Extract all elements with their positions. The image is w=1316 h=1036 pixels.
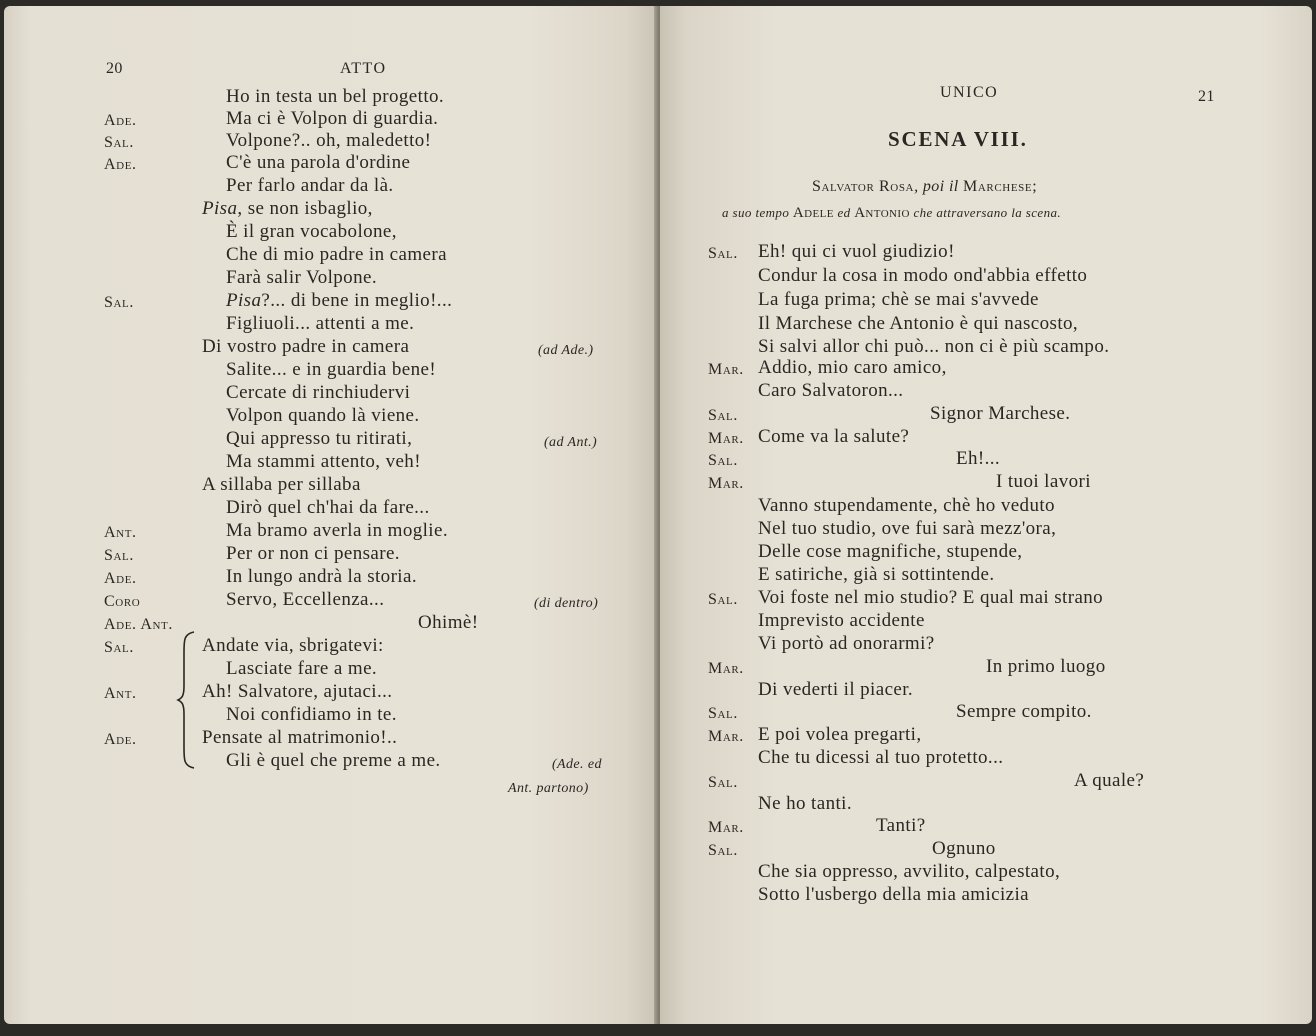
keyword-italic: Pisa <box>202 198 238 219</box>
verse-line <box>202 198 373 220</box>
speaker-label: Mar. <box>708 819 744 836</box>
verse-line: Noi confidiamo in te. <box>226 704 397 725</box>
verse-line: I tuoi lavori <box>996 471 1091 492</box>
speaker-label: Mar. <box>708 660 744 677</box>
verse-line: Ah! Salvatore, ajutaci... <box>202 681 393 702</box>
speaker-label: Sal. <box>104 639 134 656</box>
verse-line: Sotto l'usbergo della mia amicizia <box>758 884 1029 905</box>
character-name: Salvator Rosa <box>812 178 915 195</box>
verse-line: Lasciate fare a me. <box>226 658 378 679</box>
verse-line: Che di mio padre in camera <box>226 244 447 265</box>
page-number: 21 <box>1198 88 1215 105</box>
speaker-label: Sal. <box>708 245 738 262</box>
cast-connector: che attraversano la scena. <box>909 205 1062 220</box>
stage-direction: (di dentro) <box>534 596 599 611</box>
cast-punctuation: ; <box>1032 178 1038 195</box>
verse-line: Farà salir Volpone. <box>226 267 377 288</box>
cast-list <box>812 176 1037 198</box>
verse-line: E poi volea pregarti, <box>758 724 922 745</box>
verse-line: Condur la cosa in modo ond'abbia effetto <box>758 265 1088 286</box>
verse-line: Di vostro padre in camera <box>202 336 410 357</box>
verse-line: Per farlo andar da là. <box>226 175 394 196</box>
verse-line: La fuga prima; chè se mai s'avvede <box>758 289 1039 310</box>
verse-line: Si salvi allor chi può... non ci è più scampo. <box>758 336 1110 357</box>
speaker-label: Sal. <box>708 591 738 608</box>
speaker-label: Sal. <box>708 407 738 424</box>
speaker-label: Sal. <box>708 452 738 469</box>
verse-line: C'è una parola d'ordine <box>226 152 411 173</box>
page-number: 20 <box>106 60 123 77</box>
character-name: Marchese <box>963 178 1033 195</box>
verse-line: Vanno stupendamente, chè ho veduto <box>758 495 1055 516</box>
cast-connector: a suo tempo <box>722 205 793 220</box>
running-head: UNICO <box>940 84 999 101</box>
verse-line: Cercate di rinchiudervi <box>226 382 411 403</box>
cast-connector: ed <box>833 205 855 220</box>
stage-direction: (Ade. ed <box>552 757 602 772</box>
verse-line: Ma bramo averla in moglie. <box>226 520 448 541</box>
verse-line: Delle cose magnifiche, stupende, <box>758 541 1023 562</box>
verse-line: Vi portò ad onorarmi? <box>758 633 935 654</box>
verse-line: Qui appresso tu ritirati, <box>226 428 413 449</box>
speaker-label: Mar. <box>708 430 744 447</box>
verse-line: Imprevisto accidente <box>758 610 925 631</box>
verse-line: È il gran vocabolone, <box>226 221 397 242</box>
verse-line: Servo, Eccellenza... <box>226 589 385 610</box>
verse-line: In lungo andrà la storia. <box>226 566 417 587</box>
verse-line: Dirò quel ch'hai da fare... <box>226 497 430 518</box>
speaker-label: Sal. <box>104 294 134 311</box>
verse-line: Il Marchese che Antonio è qui nascosto, <box>758 313 1079 334</box>
verse-line: Per or non ci pensare. <box>226 543 400 564</box>
verse-line: Salite... e in guardia bene! <box>226 359 437 380</box>
stage-direction: (ad Ade.) <box>538 343 594 358</box>
verse-line: Voi foste nel mio studio? E qual mai strano <box>758 587 1104 608</box>
character-name: Adele <box>792 205 834 221</box>
speaker-label: Sal. <box>708 705 738 722</box>
speaker-label: Ade. <box>104 156 137 173</box>
verse-line: Pensate al matrimonio!.. <box>202 727 398 748</box>
verse-line: Signor Marchese. <box>930 403 1071 424</box>
speaker-label: Mar. <box>708 475 744 492</box>
verse-line: Nel tuo studio, ove fui sarà mezz'ora, <box>758 518 1057 539</box>
left-page <box>4 6 658 1024</box>
verse-line: Ne ho tanti. <box>758 793 852 814</box>
speaker-label: Ade. <box>104 731 137 748</box>
verse-line: Ma stammi attento, veh! <box>226 451 421 472</box>
verse-line: Caro Salvatoron... <box>758 380 904 401</box>
stage-direction: Ant. partono) <box>508 781 589 796</box>
speaker-label: Sal. <box>708 774 738 791</box>
verse-line: Andate via, sbrigatevi: <box>202 635 384 656</box>
verse-line: Addio, mio caro amico, <box>758 357 947 378</box>
verse-line: Volpon quando là viene. <box>226 405 420 426</box>
character-name: Antonio <box>854 205 910 221</box>
verse-line: In primo luogo <box>986 656 1106 677</box>
verse-line: Ma ci è Volpon di guardia. <box>226 108 439 129</box>
verse-line: Come va la salute? <box>758 426 910 447</box>
speaker-label: Mar. <box>708 361 744 378</box>
scene-title: SCENA VIII. <box>888 127 1028 151</box>
speaker-label: Mar. <box>708 728 744 745</box>
speaker-label: Sal. <box>104 134 134 151</box>
speaker-label: Ade. Ant. <box>104 616 173 633</box>
speaker-label: Coro <box>104 593 141 610</box>
keyword-italic: Pisa <box>226 290 262 311</box>
verse-line: Volpone?.. oh, maledetto! <box>226 130 432 151</box>
verse-line: Figliuoli... attenti a me. <box>226 313 415 334</box>
verse-text: ?... di bene in meglio!... <box>261 290 453 311</box>
speaker-label: Sal. <box>708 842 738 859</box>
right-page <box>660 6 1312 1024</box>
cast-list <box>722 202 1061 224</box>
speaker-label: Ant. <box>104 685 137 702</box>
verse-line <box>226 290 452 312</box>
verse-line: Che sia oppresso, avvilito, calpestato, <box>758 861 1061 882</box>
verse-line: A sillaba per sillaba <box>202 474 361 495</box>
verse-line: Ognuno <box>932 838 996 859</box>
verse-line: E satiriche, già si sottintende. <box>758 564 995 585</box>
verse-line: Gli è quel che preme a me. <box>226 750 441 771</box>
verse-line: Sempre compito. <box>956 701 1092 722</box>
verse-text: , se non isbaglio, <box>237 198 373 219</box>
brace-icon <box>176 630 198 770</box>
verse-line: A quale? <box>1074 770 1145 791</box>
stage-direction: (ad Ant.) <box>544 435 598 450</box>
verse-line: Tanti? <box>876 815 926 836</box>
speaker-label: Ant. <box>104 524 137 541</box>
verse-line: Eh! qui ci vuol giudizio! <box>758 241 955 262</box>
speaker-label: Sal. <box>104 547 134 564</box>
speaker-label: Ade. <box>104 112 137 129</box>
verse-line: Che tu dicessi al tuo protetto... <box>758 747 1004 768</box>
verse-line: Ohimè! <box>418 612 479 633</box>
speaker-label: Ade. <box>104 570 137 587</box>
verse-line: Eh!... <box>956 448 1001 469</box>
cast-connector: , poi il <box>914 178 964 195</box>
verse-line: Di vederti il piacer. <box>758 679 914 700</box>
running-head: ATTO <box>340 60 387 77</box>
verse-line: Ho in testa un bel progetto. <box>226 86 445 107</box>
